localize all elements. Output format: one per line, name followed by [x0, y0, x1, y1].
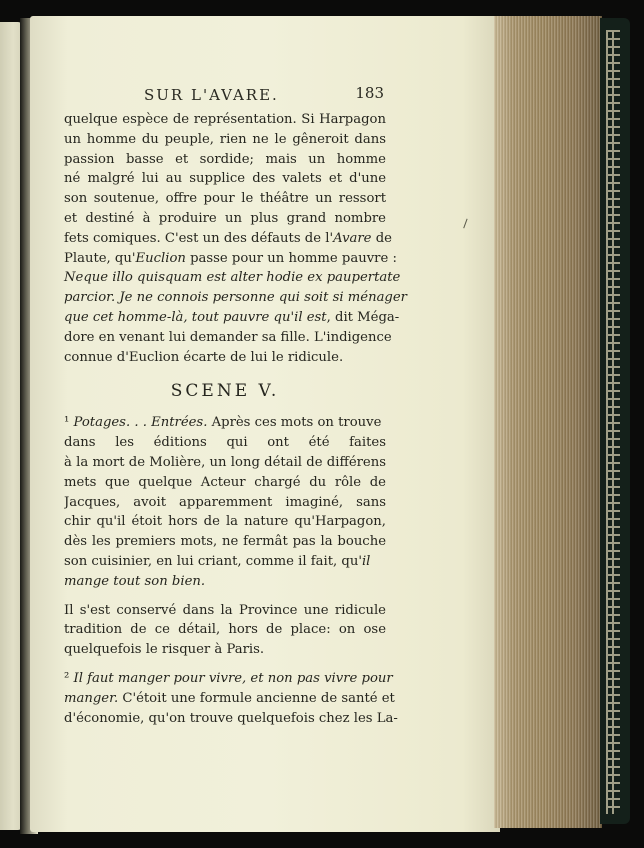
text-line: manger. C'étoit une formule ancienne de santé et [64, 690, 395, 706]
footnote-2 [64, 669, 398, 728]
text-line: Plaute, qu'Euclion passe pour un homme pauvre : [64, 250, 397, 266]
text-line: dans les éditions qui ont été faites [64, 435, 386, 451]
text-line: que cet homme-là, tout pauvre qu'il est, dit Méga- [64, 309, 400, 325]
text-line: Jacques, avoit apparemment imaginé, sans [64, 494, 386, 510]
footnote-1 [64, 413, 386, 591]
text-line: quelquefois le risquer à Paris. [64, 642, 265, 658]
page-edges [494, 16, 602, 828]
footnote-marker: ² [64, 670, 70, 686]
text-line: et destiné à produire un plus grand nombre [64, 210, 386, 226]
text-line: quelque espèce de représentation. Si Harpagon [64, 112, 386, 127]
text-line: tradition de ce détail, hors de place: on ose [64, 622, 386, 638]
text-line: fets comiques. C'est un des défauts de l'Avare de [64, 230, 392, 246]
text-line: dore en venant lui demander sa fille. L'indigence [64, 329, 392, 345]
text-line: né malgré lui au supplice des valets et d'une [64, 171, 386, 187]
text-line: connue d'Euclion écarte de lui le ridicule. [64, 349, 344, 365]
text-line: chir qu'il étoit hors de la nature qu'Harpagon, [64, 514, 386, 530]
footnote-marker: ¹ [64, 415, 70, 431]
text-line: son soutenue, offre pour le théâtre un ressort [64, 191, 386, 207]
facing-page-edge [0, 22, 22, 830]
top-paragraph [64, 110, 407, 367]
text-line: Neque illo quisquam est alter hodie ex paupertate [64, 270, 401, 286]
text-line: dès les premiers mots, ne fermât pas la bouche [64, 534, 386, 550]
text-line: un homme du peuple, rien ne le gêneroit dans [64, 131, 386, 147]
text-line: ² Il faut manger pour vivre, et non pas vivre pour [64, 670, 393, 686]
text-line: mets que quelque Acteur chargé du rôle de [64, 474, 386, 490]
running-head: SUR L'AVARE. [144, 86, 279, 104]
text-line: Il s'est conservé dans la Province une ridicule [64, 602, 386, 618]
page-body [64, 110, 407, 728]
text-line: ¹ Potages. . . Entrées. Après ces mots on trouve [64, 415, 382, 431]
book-cover-edge [600, 18, 630, 824]
scene-title: SCENE V. [170, 381, 280, 402]
text-line: mange tout son bien. [64, 573, 206, 589]
text-line: son cuisinier, en lui criant, comme il fait, qu'il [64, 553, 371, 569]
text-line: d'économie, qu'on trouve quelquefois chez les La- [64, 710, 398, 726]
text-line: parcior. Je ne connois personne qui soit si ménager [64, 290, 407, 306]
text-line: passion basse et sordide; mais un homme [64, 151, 386, 167]
page-header [62, 84, 384, 108]
footnote-1-continued [64, 601, 386, 660]
page-number: 183 [355, 84, 384, 102]
text-line: à la mort de Molière, un long détail de différens [64, 454, 386, 470]
greek-key-border [606, 30, 620, 814]
